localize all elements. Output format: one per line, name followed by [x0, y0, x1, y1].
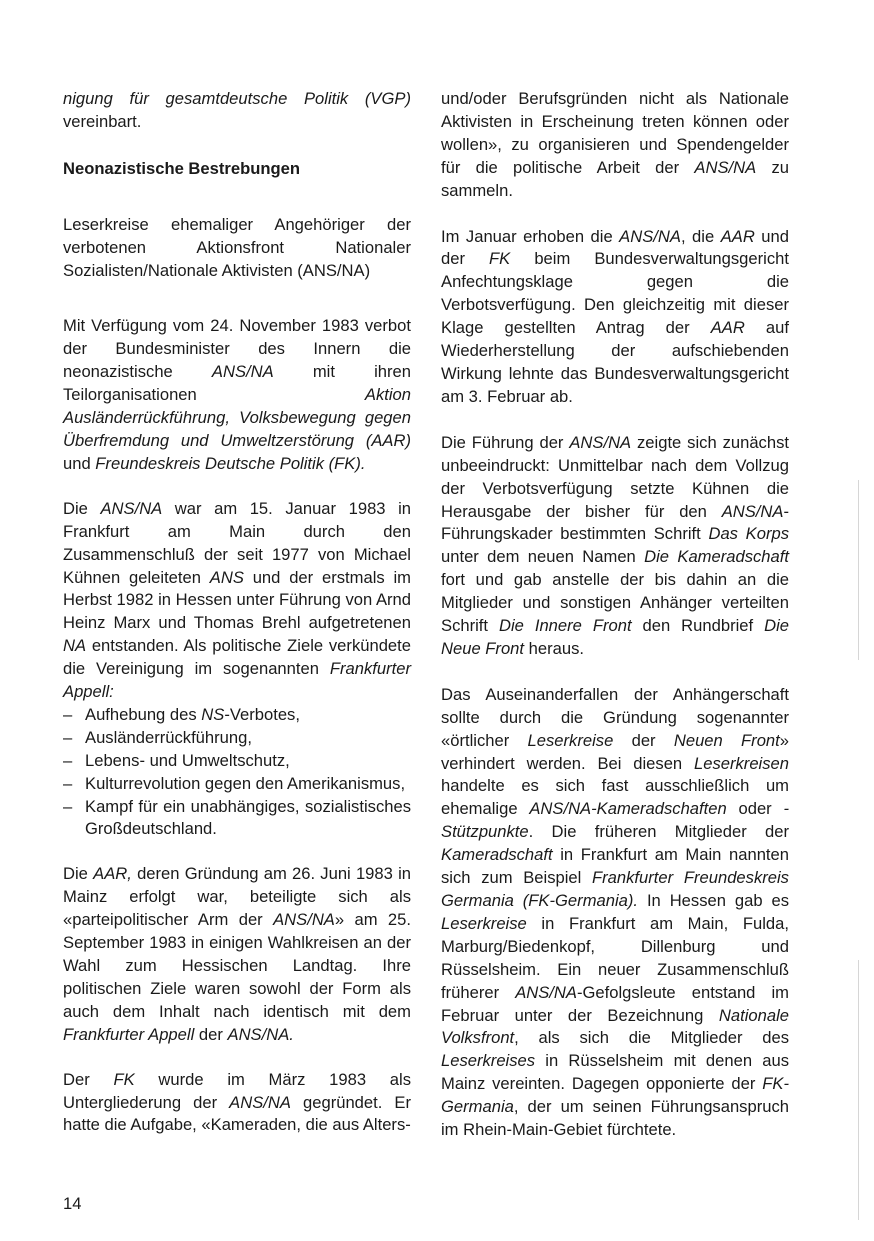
list-dash: – [63, 796, 73, 816]
list-item: – Ausländerrückführung, [63, 727, 411, 750]
page-number: 14 [63, 1194, 82, 1213]
left-column [63, 88, 411, 1137]
left-paragraph-2: Mit Verfügung vom 24. November 1983 verbot der Bundesminister des Innern die neonazistische ANS/NA mit ihren Teilorganisationen Aktion Ausländerrückführung, Volksbewegung gegen Überfremdung und Umweltzerstörung (AAR) und Freundeskreis Deutsche Politik (FK). [63, 316, 411, 473]
right-paragraph-0: und/oder Berufsgründen nicht als Nationale Aktivisten in Erscheinung treten können oder wollen», zu organisieren und Spendengelder für die politische Arbeit der ANS/NA zu sammeln. [441, 89, 789, 200]
left-paragraph-5: Der FK wurde im März 1983 als Untergliederung der ANS/NA gegründet. Er hatte die Aufgabe, «Kameraden, die aus Alters- [63, 1069, 411, 1135]
right-paragraph-3: Das Auseinanderfallen der Anhängerschaft sollte durch die Gründung sogenannter «örtlicher Leserkreise der Neuen Front» verhindert werden. Bei diesen Leserkreisen handelte es sich fast ausschließlich um ehemalige ANS/NA-Kameradschaften oder -Stützpunkte. Die früheren Mitglieder der Kameradschaft in Frankfurt am Main nannten sich zum Beispiel Frankfurter Freundeskreis Germania (FK-Germania). In Hessen gab es Leserkreise in Frankfurt am Main, Fulda, Marburg/Biedenkopf, Dillenburg und Rüsselsheim. Ein neuer Zusammenschluß früherer ANS/NA-Gefolgsleute entstand im Februar unter der Bezeichnung Nationale Volksfront, als sich die Mitglieder des Leserkreises in Rüsselsheim mit denen aus Mainz vereinten. Dagegen opponierte der FK-Germania, der um seinen Führungsanspruch im Rhein-Main-Gebiet fürchtete. [441, 684, 789, 1140]
margin-scan-line [858, 960, 859, 1220]
list-dash: – [63, 773, 73, 793]
right-column [441, 88, 789, 1142]
left-paragraph-1: Leserkreise ehemaliger Angehöriger der verbotenen Aktionsfront Nationaler Sozialisten/Nationale Aktivisten (ANS/NA) [63, 214, 411, 280]
list-item: – Kulturrevolution gegen den Amerikanismus, [63, 773, 411, 796]
list-dash: – [63, 750, 73, 770]
goals-list [63, 704, 411, 841]
section-heading: Neonazistische Bestrebungen [63, 158, 300, 178]
margin-scan-line [858, 480, 859, 660]
right-paragraph-1: Im Januar erhoben die ANS/NA, die AAR und der FK beim Bundesverwaltungsgericht Anfechtungsklage gegen die Verbotsverfügung. Den gleichzeitig mit dieser Klage gestellten Antrag der AAR auf Wiederherstellung der aufschiebenden Wirkung lehnte das Bundesverwaltungsgericht am 3. Februar ab. [441, 226, 789, 406]
list-item: – Lebens- und Umweltschutz, [63, 750, 411, 773]
list-item: – Kampf für ein unabhängiges, sozialistisches Großdeutschland. [63, 796, 411, 839]
left-paragraph-4: Die AAR, deren Gründung am 26. Juni 1983 in Mainz erfolgt war, beteiligte sich als «parteipolitischer Arm der ANS/NA» am 25. September 1983 in einigen Wahlkreisen an der Wahl zum Hessischen Landtag. Ihre politischen Ziele waren sowohl der Form als auch dem Inhalt nach identisch mit dem Frankfurter Appell der ANS/NA. [63, 864, 411, 1044]
list-dash: – [63, 704, 73, 724]
list-item: – Aufhebung des NS-Verbotes, [63, 704, 411, 727]
left-paragraph-3: Die ANS/NA war am 15. Januar 1983 in Frankfurt am Main durch den Zusammenschluß der seit 1977 von Michael Kühnen geleiteten ANS und der erstmals im Herbst 1982 in Hessen unter Führung von Arnd Heinz Marx und Thomas Brehl aufgetretenen NA entstanden. Als politische Ziele verkündete die Vereinigung im sogenannten Frankfurter Appell: [63, 498, 412, 702]
left-paragraph-0: nigung für gesamtdeutsche Politik (VGP) vereinbart. [63, 89, 411, 131]
right-paragraph-2: Die Führung der ANS/NA zeigte sich zunächst unbeeindruckt: Unmittelbar nach dem Vollzug der Verbotsverfügung setzte Kühnen die Herausgabe der bisher für den ANS/NA-Führungskader bestimmten Schrift Das Korps unter dem neuen Namen Die Kameradschaft fort und gab anstelle der bis dahin an die Mitglieder und sonstigen Anhänger verteilten Schrift Die Innere Front den Rundbrief Die Neue Front heraus. [441, 432, 790, 658]
list-dash: – [63, 727, 73, 747]
